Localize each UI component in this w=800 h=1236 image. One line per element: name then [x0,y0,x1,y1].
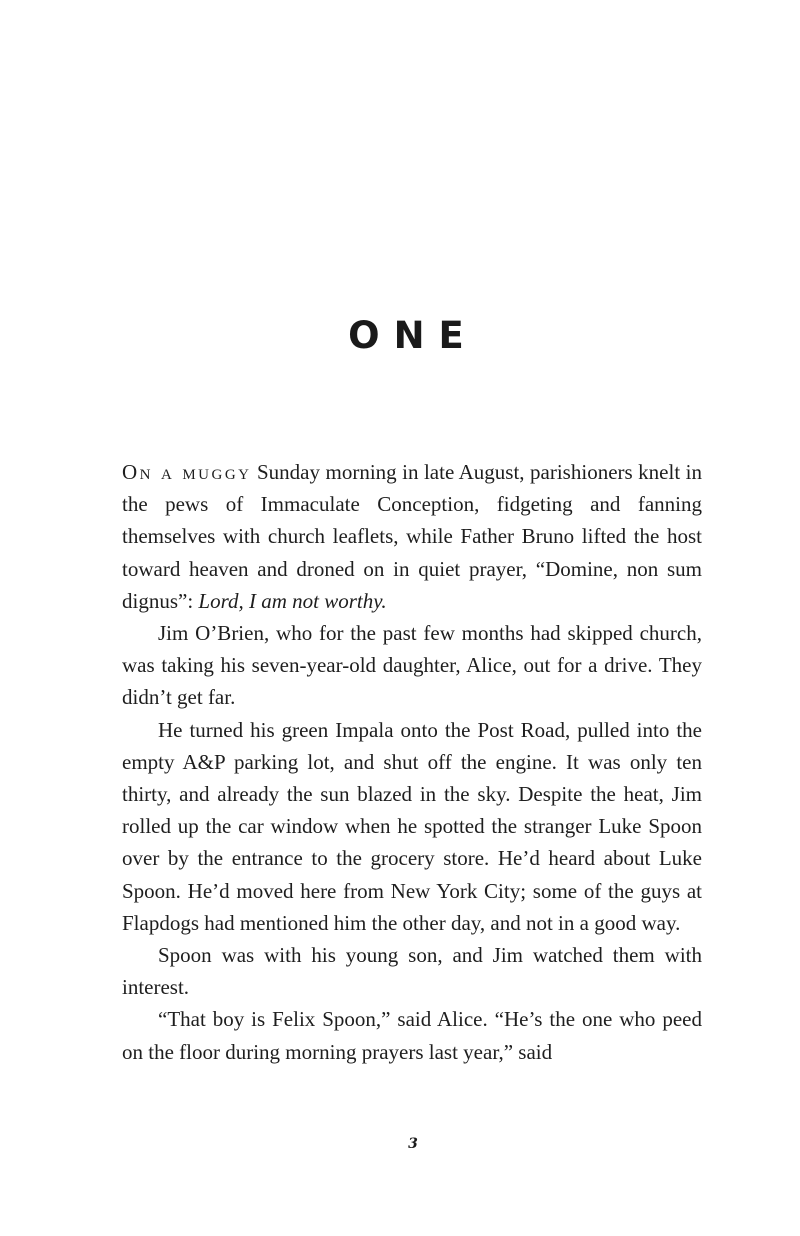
paragraph: “That boy is Felix Spoon,” said Alice. “He’s the one who peed on the floor during morning prayers last year,” said [122,1007,702,1064]
opening-small-caps: n a muggy [139,460,252,484]
paragraph: He turned his green Impala onto the Post Road, pulled into the empty A&P parking lot, and shut off the engine. It was only ten thirty, and already the sun blazed in the sky. Despite the heat, Jim rolled up the car window when he spotted the stranger Luke Spoon over by the entrance to the grocery store. He’d heard about Luke Spoon. He’d moved here from New York City; some of the guys at Flapdogs had mentioned him the other day, and not in a good way. [122,717,702,935]
chapter-title: ONE [348,314,478,357]
italic-translation: Lord, I am not worthy. [198,588,387,613]
paragraph: Spoon was with his young son, and Jim watched them with interest. [122,943,702,1000]
chapter-body [122,456,702,1068]
paragraph-text: Sunday morning in late August, parishioners knelt in the pews of Immaculate Conception, fidgeting and fanning themselves with church leaflets, while Father Bruno lifted the host toward heaven and droned on in quiet prayer, “Domine, non sum dignus”: [122,460,702,613]
paragraph: Jim O’Brien, who for the past few months had skipped church, was taking his seven-year-old daughter, Alice, out for a drive. They didn’t get far. [122,621,702,710]
page-number: 3 [408,1136,418,1152]
opening-initial: O [122,460,140,484]
paragraph-opening [122,456,702,617]
